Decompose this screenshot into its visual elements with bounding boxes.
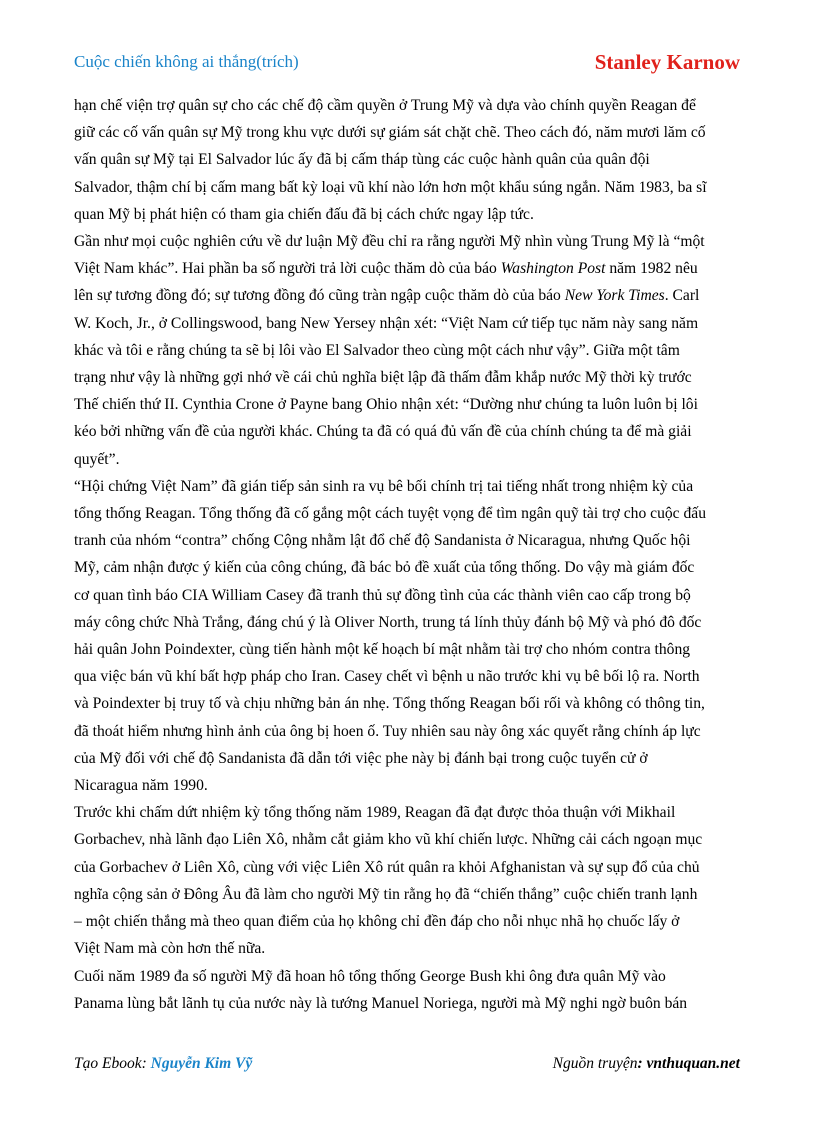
- paragraph: [74, 963, 746, 1017]
- text-line: [74, 745, 746, 772]
- text-line: [74, 228, 746, 255]
- text-run: Gần như mọi cuộc nghiên cứu về dư luận Mỹ đều chỉ ra rằng người Mỹ nhìn vùng Trung Mỹ là “một: [74, 233, 705, 251]
- ebook-maker-name: Nguyễn Kim Vỹ: [150, 1055, 253, 1072]
- text-line: [74, 718, 746, 745]
- text-run: Thế chiến thứ II. Cynthia Crone ở Payne bang Ohio nhận xét: “Dường như chúng ta luôn luôn bị lôi: [74, 396, 698, 414]
- source-site: vnthuquan.net: [646, 1055, 740, 1072]
- text-line: [74, 636, 746, 663]
- text-line: [74, 255, 746, 282]
- text-run: qua việc bán vũ khí bất hợp pháp cho Iran. Casey chết vì bệnh u não trước khi vụ bê bối lộ ra. North: [74, 668, 700, 686]
- text-line: [74, 799, 746, 826]
- text-run: và Poindexter bị truy tố và chịu những bản án nhẹ. Tổng thống Reagan bối rối và không có thông tin,: [74, 695, 705, 713]
- author-name: Stanley Karnow: [594, 50, 740, 74]
- text-line: [74, 908, 746, 935]
- text-run: máy công chức Nhà Trắng, đáng chú ý là Oliver North, trung tá lính thủy đánh bộ Mỹ và phó đô đốc: [74, 613, 702, 631]
- text-run: trạng như vậy là những gợi nhớ về cái chủ nghĩa biệt lập đã thấm đẫm khắp nước Mỹ thời kỳ trước: [74, 369, 692, 387]
- text-line: [74, 500, 746, 527]
- text-run: hải quân John Poindexter, cùng tiến hành một kế hoạch bí mật nhằm tài trợ cho nhóm contra thông: [74, 641, 691, 659]
- text-run: Mỹ, cảm nhận được ý kiến của công chúng, đã bác bỏ đề xuất của tổng thống. Do vậy mà giám đốc: [74, 559, 695, 577]
- ebook-credit-separator: :: [141, 1055, 151, 1072]
- text-run: vấn quân sự Mỹ tại El Salvador lúc ấy đã bị cấm tháp tùng các cuộc hành quân của quân đội: [74, 151, 650, 169]
- paragraph: [74, 228, 746, 473]
- text-line: [74, 364, 746, 391]
- text-run: hạn chế viện trợ quân sự cho các chế độ cầm quyền ở Trung Mỹ và dựa vào chính quyền Reagan để: [74, 97, 696, 114]
- text-run: Panama lùng bắt lãnh tụ của nước này là tướng Manuel Noriega, người mà Mỹ nghi ngờ buôn bán: [74, 994, 688, 1012]
- text-run: nghĩa cộng sản ở Đông Âu đã làm cho người Mỹ tin rằng họ đã “chiến thắng” cuộc chiến tranh lạnh: [74, 885, 698, 903]
- text-line: [74, 663, 746, 690]
- text-line: [74, 473, 746, 500]
- text-line: [74, 826, 746, 853]
- text-run: đã thoát hiểm nhưng hình ảnh của ông bị hoen ố. Tuy nhiên sau này ông xác quyết rằng chính áp lực: [74, 722, 701, 740]
- paragraph: [74, 92, 746, 228]
- text-line: [74, 446, 746, 473]
- book-title: Cuộc chiến không ai thắng(trích): [74, 52, 299, 71]
- text-line: [74, 881, 746, 908]
- article-body: [74, 92, 746, 1017]
- text-line: [74, 609, 746, 636]
- text-run: . Carl: [664, 287, 700, 305]
- text-line: [74, 310, 746, 337]
- source-credit: [553, 1055, 740, 1073]
- ebook-credit-label: Tạo Ebook: [74, 1055, 142, 1072]
- paragraph: [74, 799, 746, 962]
- text-line: [74, 201, 746, 228]
- text-run: của Gorbachev ở Liên Xô, cùng với việc Liên Xô rút quân ra khỏi Afghanistan và sự sụp đổ của chủ: [74, 858, 700, 876]
- source-credit-separator: :: [637, 1055, 647, 1072]
- text-line: [74, 582, 746, 609]
- text-line: [74, 963, 746, 990]
- text-run: Cuối năm 1989 đa số người Mỹ đã hoan hô tổng thống George Bush khi ông đưa quân Mỹ vào: [74, 967, 666, 985]
- ebook-credit: [74, 1055, 252, 1073]
- text-line: [74, 854, 746, 881]
- text-run: kéo bởi những vấn đề của người khác. Chúng ta đã có quá đủ vấn đề của chính chúng ta để mà giải: [74, 423, 692, 441]
- text-line: [74, 772, 746, 799]
- italic-title: Washington Post: [500, 260, 606, 278]
- text-line: [74, 92, 746, 119]
- text-line: [74, 337, 746, 364]
- text-run: “Hội chứng Việt Nam” đã gián tiếp sản sinh ra vụ bê bối chính trị tai tiếng nhất trong nhiệm kỳ của: [74, 477, 694, 495]
- text-run: Việt Nam khác”. Hai phần ba số người trả lời cuộc thăm dò của báo: [74, 260, 501, 278]
- text-line: [74, 146, 746, 173]
- page-header: [74, 50, 740, 76]
- text-run: – một chiến thắng mà theo quan điểm của họ không chỉ đền đáp cho nỗi nhục nhã họ chuốc lấy ở: [74, 913, 680, 931]
- source-credit-label: Nguồn truyện: [552, 1055, 638, 1072]
- text-run: Salvador, thậm chí bị cấm mang bất kỳ loại vũ khí nào lớn hơn một khẩu súng ngắn. Năm 1983, ba sĩ: [74, 178, 707, 196]
- text-line: [74, 990, 746, 1017]
- italic-title: New York Times: [564, 287, 665, 305]
- text-line: [74, 282, 746, 309]
- text-run: Gorbachev, nhà lãnh đạo Liên Xô, nhằm cắt giảm kho vũ khí chiến lược. Những cải cách ngoạn mục: [74, 831, 703, 849]
- text-run: tổng thống Reagan. Tổng thống đã cố gắng một cách tuyệt vọng để tìm ngân quỹ tài trợ cho cuộc đấu: [74, 505, 706, 523]
- text-run: quan Mỹ bị phát hiện có tham gia chiến đấu đã bị cách chức ngay lập tức.: [74, 205, 534, 223]
- text-run: của Mỹ đối với chế độ Sandanista đã dẫn tới việc phe này bị đánh bại trong cuộc tuyển cử ở: [74, 749, 648, 767]
- text-run: lên sự tương đồng đó; sự tương đồng đó cũng tràn ngập cuộc thăm dò của báo: [74, 287, 565, 305]
- text-line: [74, 391, 746, 418]
- text-run: năm 1982 nêu: [605, 260, 698, 278]
- text-line: [74, 935, 746, 962]
- text-run: tranh của nhóm “contra” chống Cộng nhằm lật đổ chế độ Sandanista ở Nicaragua, nhưng Quốc hội: [74, 532, 691, 550]
- text-run: Việt Nam mà còn hơn thế nữa.: [74, 940, 266, 958]
- page-footer: [74, 1055, 740, 1077]
- text-line: [74, 527, 746, 554]
- text-line: [74, 690, 746, 717]
- text-line: [74, 119, 746, 146]
- text-run: W. Koch, Jr., ở Collingswood, bang New Yersey nhận xét: “Việt Nam cứ tiếp tục năm này sang năm: [74, 314, 699, 332]
- text-run: cơ quan tình báo CIA William Casey đã tranh thủ sự đồng tình của các thành viên cao cấp trong bộ: [74, 586, 691, 604]
- paragraph: [74, 473, 746, 799]
- text-line: [74, 174, 746, 201]
- text-line: [74, 418, 746, 445]
- text-run: khác và tôi e rằng chúng ta sẽ bị lôi vào El Salvador theo cùng một cách như vậy”. Giữa một tâm: [74, 341, 680, 359]
- text-run: Trước khi chấm dứt nhiệm kỳ tổng thống năm 1989, Reagan đã đạt được thỏa thuận với Mikhail: [74, 804, 676, 822]
- text-line: [74, 554, 746, 581]
- text-run: giữ các cố vấn quân sự Mỹ trong khu vực dưới sự giám sát chặt chẽ. Theo cách đó, năm mươi lăm cố: [74, 124, 706, 142]
- text-run: quyết”.: [74, 450, 120, 468]
- text-run: Nicaragua năm 1990.: [74, 777, 208, 795]
